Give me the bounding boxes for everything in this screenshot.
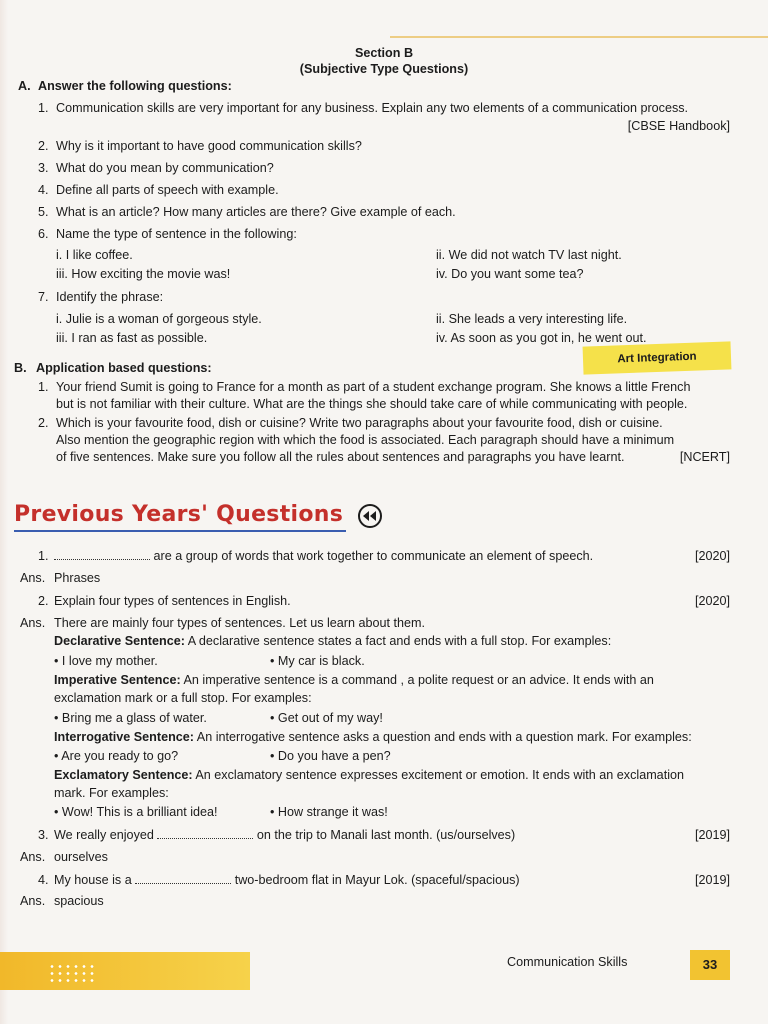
interrogative-line — [54, 730, 692, 744]
exclamatory-desc: An exclamatory sentence expresses excitement or emotion. It ends with an exclamation — [192, 768, 684, 782]
b-q2-line: Which is your favourite food, dish or cuisine? Write two paragraphs about your favourite food, dish or cuisine. — [56, 416, 663, 430]
part-b-label: B. — [14, 361, 27, 375]
declarative-line — [54, 634, 611, 648]
example-bullet: • How strange it was! — [270, 805, 388, 819]
part-b-heading: Application based questions: — [36, 361, 212, 375]
b-q2-line: Also mention the geographic region with which the food is associated. Each paragraph should have a minimum — [56, 433, 675, 447]
imperative-line — [54, 673, 654, 687]
a-q7-num: 7. — [38, 290, 49, 304]
b-q1-line: but is not familiar with their culture. What are the things she should take care of while communicating with people. — [56, 397, 688, 411]
imperative-term: Imperative Sentence: — [54, 673, 181, 687]
fill-blank — [54, 549, 150, 560]
footer-chapter: Communication Skills — [507, 955, 628, 969]
fill-blank — [157, 828, 253, 839]
header-rule — [390, 36, 768, 38]
pyq-q2-answer-intro: There are mainly four types of sentences. Let us learn about them. — [54, 616, 426, 630]
a-q5-num: 5. — [38, 205, 49, 219]
b-q2-line: of five sentences. Make sure you follow all the rules about sentences and paragraphs you have learnt. — [56, 450, 625, 464]
b-q1-num: 1. — [38, 380, 49, 394]
a-q2-text: Why is it important to have good communication skills? — [56, 139, 362, 153]
b-q1-line: Your friend Sumit is going to France for a month as part of a student exchange program. She knows a little French — [56, 380, 691, 394]
a-q6-text: Name the type of sentence in the following: — [56, 227, 297, 241]
footer-dots — [48, 963, 98, 983]
imperative-desc: An imperative sentence is a command , a polite request or an advice. It ends with an — [180, 673, 654, 687]
rewind-circle-icon — [358, 504, 382, 528]
declarative-term: Declarative Sentence: — [54, 634, 185, 648]
pyq-q4-row: My house is a two-bedroom flat in Mayur Lok. (spaceful/spacious) — [54, 873, 520, 887]
fill-blank — [135, 873, 231, 884]
part-a-label: A. — [18, 79, 31, 93]
example-bullet: • Wow! This is a brilliant idea! — [54, 805, 218, 819]
pyq-title: Previous Years' Questions — [14, 502, 344, 527]
a-q7-text: Identify the phrase: — [56, 290, 164, 304]
pyq-q3-num: 3. — [38, 828, 49, 842]
a-q6-option: iii. How exciting the movie was! — [56, 267, 231, 281]
a-q6-option: iv. Do you want some tea? — [436, 267, 584, 281]
interrogative-term: Interrogative Sentence: — [54, 730, 194, 744]
pyq-underline — [14, 530, 346, 532]
pyq-q4-answer: spacious — [54, 894, 104, 908]
example-bullet: • Get out of my way! — [270, 711, 383, 725]
footer-band — [0, 952, 250, 990]
a-q1-text: Communication skills are very important for any business. Explain any two elements of a communication process. — [56, 101, 689, 115]
a-q7-option: iii. I ran as fast as possible. — [56, 331, 208, 345]
exclamatory-line — [54, 768, 684, 782]
example-bullet: • Do you have a pen? — [270, 749, 391, 763]
section-title: Section B — [354, 46, 414, 60]
pyq-q2-year: [2020] — [694, 594, 730, 608]
pyq-q3-row: We really enjoyed on the trip to Manali last month. (us/ourselves) — [54, 828, 516, 842]
a-q6-option: i. I like coffee. — [56, 248, 133, 262]
example-bullet: • My car is black. — [270, 654, 365, 668]
ans-label: Ans. — [20, 850, 46, 864]
a-q7-option: iv. As soon as you got in, he went out. — [436, 331, 647, 345]
ans-label: Ans. — [20, 571, 46, 585]
example-bullet: • Bring me a glass of water. — [54, 711, 207, 725]
declarative-desc: A declarative sentence states a fact and ends with a full stop. For examples: — [184, 634, 612, 648]
pyq-q3-year: [2019] — [694, 828, 730, 842]
example-bullet: • Are you ready to go? — [54, 749, 179, 763]
example-bullet: • I love my mother. — [54, 654, 158, 668]
art-integration-badge: Art Integration — [583, 341, 732, 374]
pyq-q1-row — [54, 549, 593, 563]
imperative-desc-cont: exclamation mark or a full stop. For examples: — [54, 691, 312, 705]
a-q7-option: ii. She leads a very interesting life. — [436, 312, 628, 326]
interrogative-desc: An interrogative sentence asks a question and ends with a question mark. For examples: — [193, 730, 692, 744]
a-q2-num: 2. — [38, 139, 49, 153]
page-edge-shadow — [0, 0, 8, 1024]
pyq-q1-num: 1. — [38, 549, 49, 563]
pyq-q3-answer: ourselves — [54, 850, 108, 864]
page-number: 33 — [690, 950, 730, 980]
a-q1-source: [CBSE Handbook] — [627, 119, 730, 133]
ans-label: Ans. — [20, 894, 46, 908]
pyq-q1-year: [2020] — [694, 549, 730, 563]
a-q3-num: 3. — [38, 161, 49, 175]
b-q2-source: [NCERT] — [679, 450, 730, 464]
exclamatory-term: Exclamatory Sentence: — [54, 768, 193, 782]
pyq-q1-answer: Phrases — [54, 571, 101, 585]
a-q4-num: 4. — [38, 183, 49, 197]
a-q6-option: ii. We did not watch TV last night. — [436, 248, 622, 262]
a-q4-text: Define all parts of speech with example. — [56, 183, 279, 197]
a-q1-num: 1. — [38, 101, 49, 115]
a-q5-text: What is an article? How many articles are there? Give example of each. — [56, 205, 456, 219]
pyq-q4-num: 4. — [38, 873, 49, 887]
a-q6-num: 6. — [38, 227, 49, 241]
pyq-q4-year: [2019] — [694, 873, 730, 887]
a-q3-text: What do you mean by communication? — [56, 161, 274, 175]
pyq-q1-text: are a group of words that work together to communicate an element of speech. — [153, 549, 594, 563]
ans-label: Ans. — [20, 616, 46, 630]
pyq-q2-text: Explain four types of sentences in English. — [54, 594, 291, 608]
pyq-q2-num: 2. — [38, 594, 49, 608]
b-q2-num: 2. — [38, 416, 49, 430]
part-a-heading: Answer the following questions: — [38, 79, 232, 93]
a-q7-option: i. Julie is a woman of gorgeous style. — [56, 312, 262, 326]
section-subtitle: (Subjective Type Questions) — [299, 62, 469, 76]
exclamatory-desc-cont: mark. For examples: — [54, 786, 169, 800]
